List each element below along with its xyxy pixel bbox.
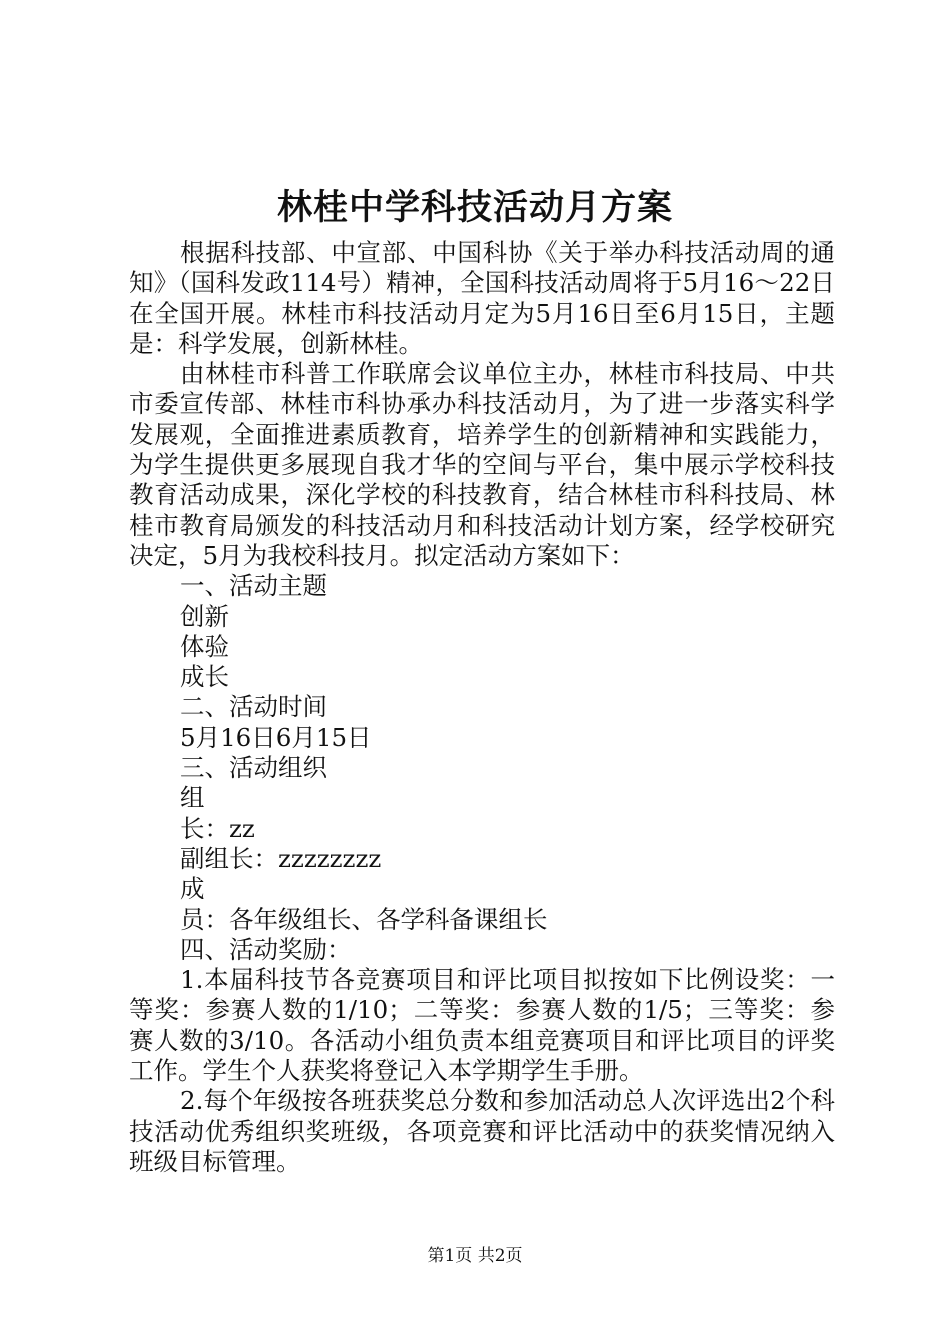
background-paragraph: 由林桂市科普工作联席会议单位主办，林桂市科技局、中共市委宣传部、林桂市科协承办科技活动月，为了进一步落实科学发展观，全面推进素质教育，培养学生的创新精神和实践能力，为学生提供更多展现自我才华的空间与平台，集中展示学校科技教育活动成果，深化学校的科技教育，结合林桂市科科技局、林桂市教育局颁发的科技活动月和科技活动计划方案，经学校研究决定，5月为我校科技月。拟定活动方案如下： [129,359,835,570]
section-heading-time: 二、活动时间 [180,692,327,722]
organization-line: 员：各年级组长、各学科备课组长 [180,904,548,934]
theme-item: 体验 [180,631,229,661]
page-footer: 第1页 共2页 [427,1246,523,1266]
award-paragraph: 1.本届科技节各竞赛项目和评比项目拟按如下比例设奖：一等奖：参赛人数的1/10；二等奖：参赛人数的1/5；三等奖：参赛人数的3/10。各活动小组负责本组竞赛项目和评比项目的评奖工作。学生个人获奖将登记入本学期学生手册。 [129,965,835,1086]
theme-item: 成长 [180,662,229,692]
document-title: 林桂中学科技活动月方案 [276,187,673,228]
organization-line: 长：zz [180,813,255,843]
intro-paragraph: 根据科技部、中宣部、中国科协《关于举办科技活动周的通知》（国科发政114号）精神，全国科技活动周将于5月16～22日在全国开展。林桂市科技活动月定为5月16日至6月15日，主题是：科学发展，创新林桂。 [129,238,835,358]
section-heading-theme: 一、活动主题 [180,571,327,601]
organization-line: 组 [180,783,205,813]
organization-line: 副组长：zzzzzzzz [180,843,382,873]
activity-time: 5月16日6月15日 [180,722,372,752]
theme-item: 创新 [180,601,229,631]
organization-line: 成 [180,874,205,904]
document-body [129,238,835,1177]
section-heading-organization: 三、活动组织 [180,753,327,783]
section-heading-awards: 四、活动奖励： [180,934,352,964]
award-paragraph: 2.每个年级按各班获奖总分数和参加活动总人次评选出2个科技活动优秀组织奖班级，各项竞赛和评比活动中的获奖情况纳入班级目标管理。 [129,1086,835,1176]
